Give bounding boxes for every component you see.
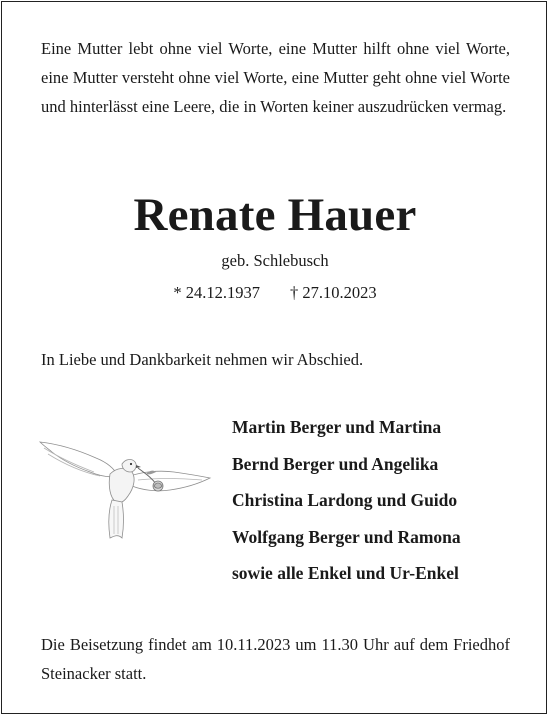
- mourner-name: Wolfgang Berger und Ramona: [232, 526, 461, 547]
- mourner-name: Bernd Berger und Angelika: [232, 453, 439, 474]
- deceased-name: Renate Hauer: [133, 189, 417, 241]
- mourner-name: Martin Berger und Martina: [232, 417, 442, 437]
- dove-with-rose-icon: [38, 434, 214, 544]
- life-dates: [0, 283, 550, 303]
- farewell-text: In Liebe und Dankbarkeit nehmen wir Abschied.: [41, 350, 364, 369]
- mourner-name: sowie alle Enkel und Ur-Enkel: [232, 563, 459, 583]
- birth-name: geb. Schlebusch: [221, 251, 329, 270]
- mourner-name: Christina Lardong und Guido: [232, 490, 458, 510]
- death-date: † 27.10.2023: [290, 283, 377, 302]
- mourners-list: [232, 409, 461, 592]
- poem-text: Eine Mutter lebt ohne viel Worte, eine Mutter hilft ohne viel Worte, eine Mutter versteht ohne viel Worte, eine Mutter geht ohne viel Worte und hinterlässt eine Leere, die in Worten keiner auszudrücken vermag.: [41, 39, 510, 116]
- birth-date: * 24.12.1937: [173, 283, 260, 302]
- funeral-notice: Die Beisetzung findet am 10.11.2023 um 11.30 Uhr auf dem Friedhof Steinacker statt.: [41, 635, 510, 683]
